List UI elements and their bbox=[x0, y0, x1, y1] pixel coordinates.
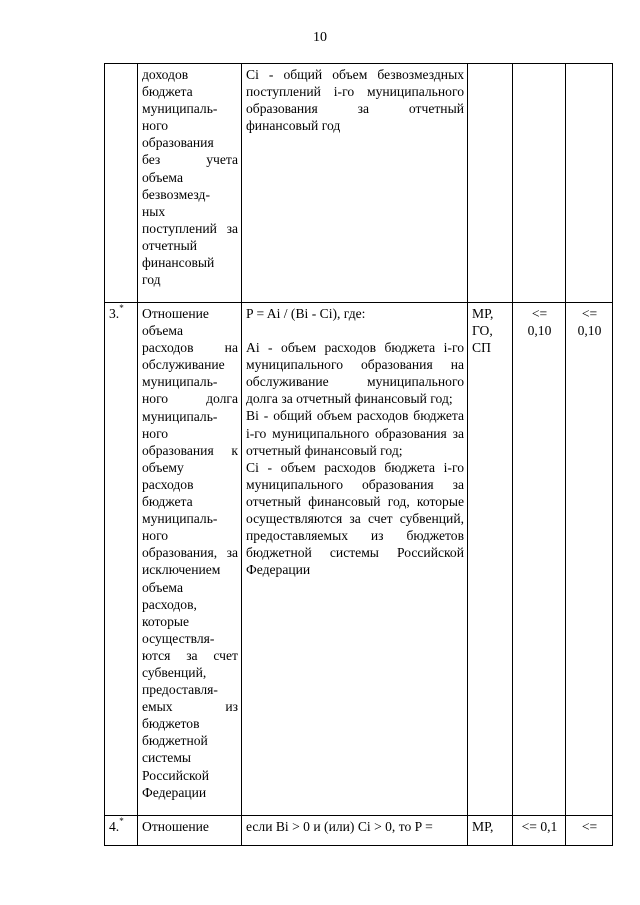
indicator-name-cell bbox=[138, 64, 242, 303]
indicator-name-line: ного bbox=[142, 528, 169, 544]
indicator-name-cell bbox=[138, 303, 242, 816]
indicator-name-line: исключением bbox=[142, 562, 221, 578]
indicator-name-line: муниципаль- bbox=[142, 511, 218, 527]
threshold-value-line: 0,10 bbox=[527, 323, 552, 339]
indicators-table bbox=[104, 63, 613, 846]
indicator-name-line: предоставля- bbox=[142, 682, 218, 698]
indicator-name-line: ного bbox=[142, 118, 169, 134]
indicator-name-line: Федерации bbox=[142, 784, 207, 800]
indicator-name-line: муниципаль- bbox=[142, 101, 218, 117]
indicator-name-line: бюджета bbox=[142, 84, 193, 100]
indicator-name-line: бюджетов bbox=[142, 716, 200, 732]
municipality-type-line: ГО, bbox=[472, 323, 493, 339]
row-number: 4. bbox=[109, 819, 120, 834]
indicator-name-line: образования bbox=[142, 135, 214, 151]
table-row bbox=[105, 303, 613, 816]
formula-paragraph: если Bi > 0 и (или) Ci > 0, то P = bbox=[246, 819, 433, 834]
indicator-name-line: образования, за bbox=[142, 545, 238, 561]
formula-paragraph: Ci - общий объем безвозмездных поступлений i-го муниципального образования за отчетный финансовый год bbox=[246, 67, 468, 134]
municipality-type-cell bbox=[468, 816, 513, 846]
table-row bbox=[105, 816, 613, 846]
threshold-value-cell bbox=[566, 64, 613, 303]
indicator-name-line: субвенций, bbox=[142, 664, 207, 680]
formula-paragraph: Ci - объем расходов бюджета i-го муниципального образования за отчетный финансовый год, которые осуществляются за счет субвенций, предоставляемых из бюджетов бюджетной системы Российской Федерации bbox=[246, 459, 468, 578]
municipality-type-cell bbox=[468, 64, 513, 303]
indicator-name-line: объема bbox=[142, 169, 183, 185]
indicator-name-line: емых из bbox=[142, 699, 238, 715]
indicator-name-line: системы bbox=[142, 750, 192, 766]
indicator-name-line: расходов, bbox=[142, 596, 197, 612]
formula-paragraph: Ai - объем расходов бюджета i-го муниципального образования на обслуживание муниципального долга за отчетный финансовый год; bbox=[246, 340, 468, 407]
row-number: 3. bbox=[109, 306, 120, 321]
formula-cell bbox=[242, 303, 468, 816]
indicator-name-line: ных bbox=[142, 203, 166, 219]
row-number-cell bbox=[105, 816, 138, 846]
threshold-value-line: <= bbox=[531, 306, 548, 321]
footnote-mark: * bbox=[119, 303, 124, 314]
threshold-value-cell bbox=[566, 303, 613, 816]
formula-cell bbox=[242, 816, 468, 846]
row-number-cell bbox=[105, 303, 138, 816]
row-number-cell bbox=[105, 64, 138, 303]
threshold-value-line: <= 0,1 bbox=[521, 819, 558, 834]
threshold-value-cell bbox=[566, 816, 613, 846]
threshold-value-line: <= bbox=[581, 819, 598, 834]
indicator-name-line: ного bbox=[142, 425, 169, 441]
formula-paragraph bbox=[246, 322, 464, 339]
formula-paragraph: Bi - общий объем расходов бюджета i-го муниципального образования за отчетный финансовый год; bbox=[246, 408, 468, 458]
indicator-name-line: объема bbox=[142, 579, 183, 595]
indicator-name-line: муниципаль- bbox=[142, 374, 218, 390]
municipality-type-cell bbox=[468, 303, 513, 816]
municipality-type-line: МР, bbox=[472, 819, 494, 834]
indicator-name-line: осуществля- bbox=[142, 630, 215, 646]
municipality-type-line: МР, bbox=[472, 306, 494, 321]
indicator-name-line: Отношение bbox=[142, 819, 209, 834]
indicator-name-line: объему bbox=[142, 459, 184, 475]
indicator-name-line: доходов bbox=[142, 67, 189, 82]
indicator-name-line: объема bbox=[142, 323, 183, 339]
indicator-name-line: Российской bbox=[142, 767, 209, 783]
threshold-value-cell bbox=[513, 64, 566, 303]
indicator-name-line: ются за счет bbox=[142, 647, 238, 663]
indicator-name-line: поступлений за bbox=[142, 220, 238, 236]
municipality-type-line: СП bbox=[472, 340, 491, 356]
threshold-value-cell bbox=[513, 303, 566, 816]
threshold-value-line: <= bbox=[581, 306, 598, 321]
table-body bbox=[105, 64, 613, 846]
indicator-name-line: образования к bbox=[142, 442, 238, 458]
indicator-name-cell bbox=[138, 816, 242, 846]
indicator-name-line: расходов на bbox=[142, 340, 238, 356]
footnote-mark: * bbox=[119, 816, 124, 827]
indicator-name-line: без учета bbox=[142, 152, 238, 168]
indicator-name-line: Отношение bbox=[142, 306, 209, 321]
indicator-name-line: обслуживание bbox=[142, 357, 225, 373]
formula-cell bbox=[242, 64, 468, 303]
table-row bbox=[105, 64, 613, 303]
indicator-name-line: отчетный bbox=[142, 237, 198, 253]
indicator-name-line: ного долга bbox=[142, 391, 238, 407]
indicator-name-line: бюджета bbox=[142, 494, 193, 510]
indicator-name-line: финансовый bbox=[142, 255, 215, 271]
indicator-name-line: безвозмезд- bbox=[142, 186, 210, 202]
indicator-name-line: расходов bbox=[142, 476, 194, 492]
threshold-value-cell bbox=[513, 816, 566, 846]
indicator-name-line: год bbox=[142, 272, 161, 288]
indicator-name-line: которые bbox=[142, 613, 190, 629]
indicator-name-line: муниципаль- bbox=[142, 408, 218, 424]
indicator-name-line: бюджетной bbox=[142, 733, 208, 749]
threshold-value-line: 0,10 bbox=[577, 323, 602, 339]
page-number: 10 bbox=[313, 30, 327, 45]
formula-paragraph: P = Ai / (Bi - Ci), где: bbox=[246, 306, 366, 321]
